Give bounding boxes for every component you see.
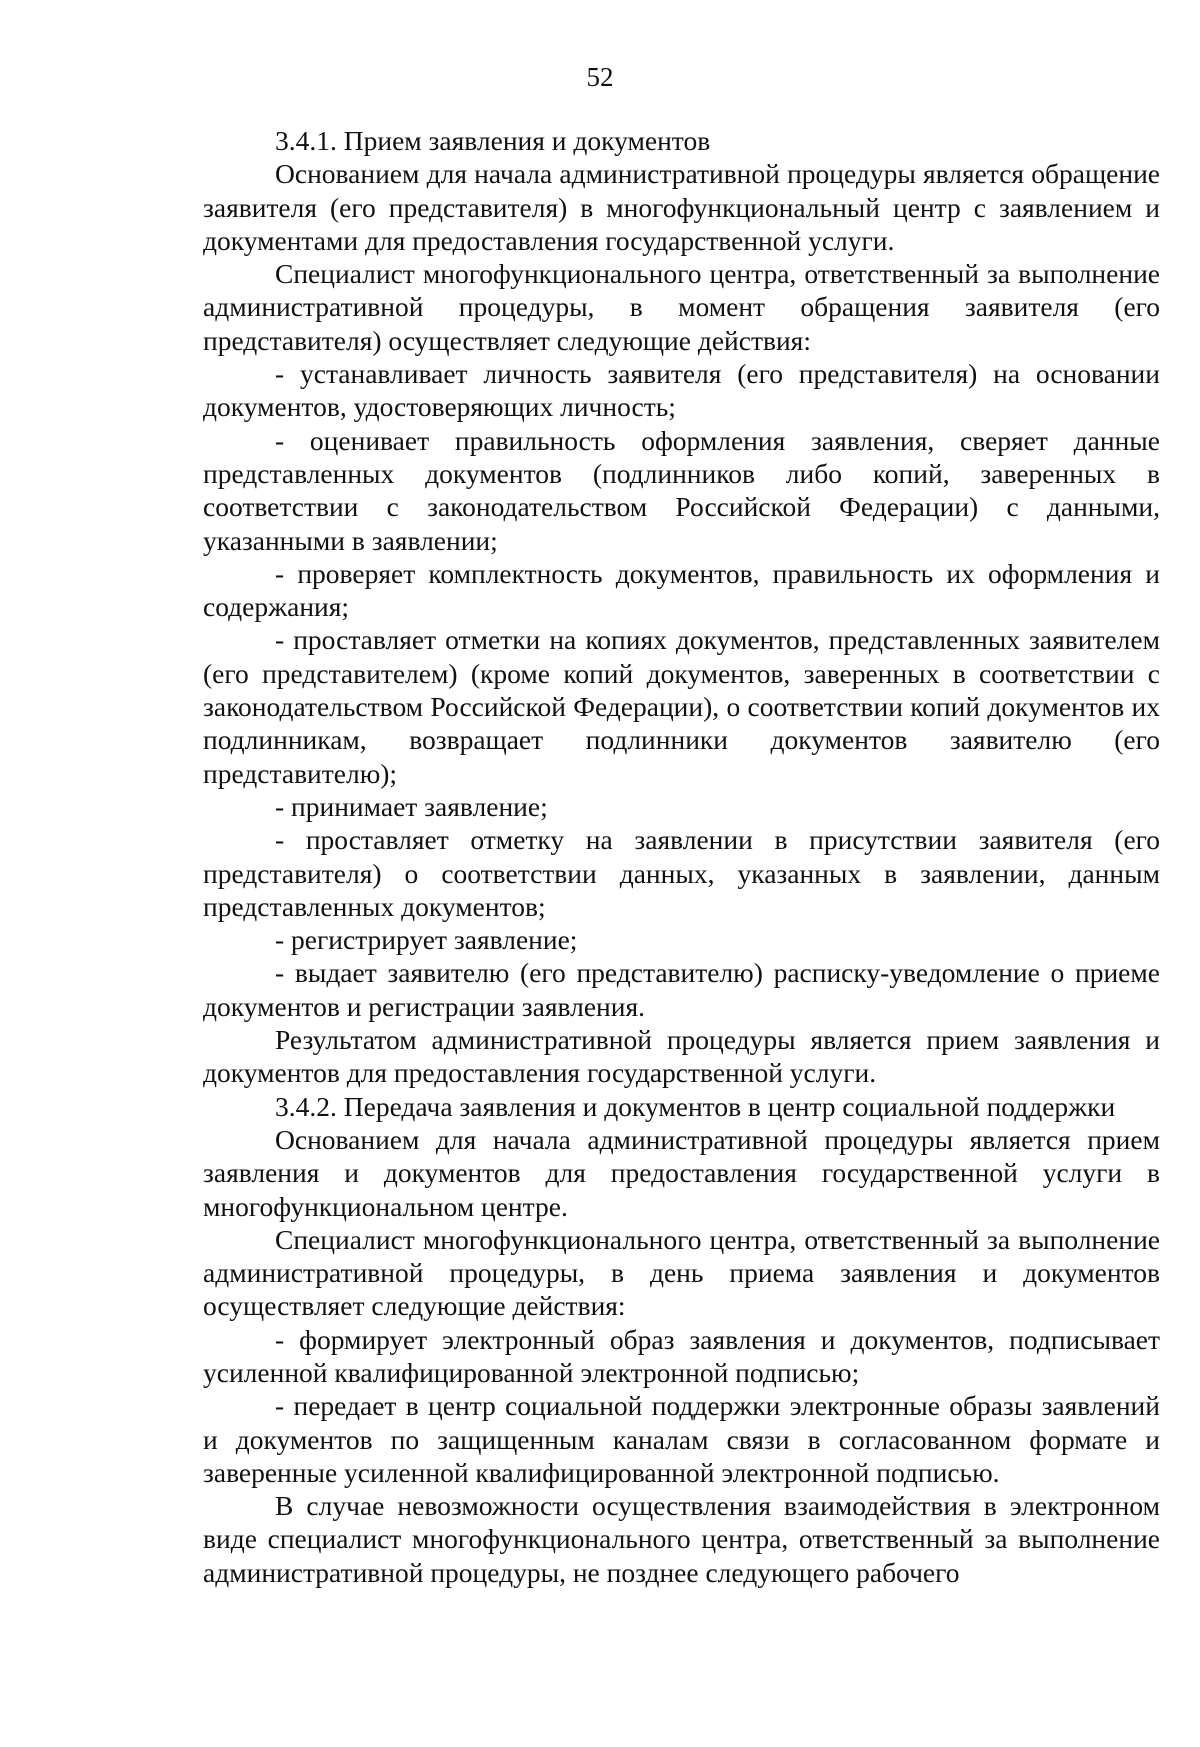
section-heading-3-4-2: 3.4.2. Передача заявления и документов в центр социальной поддержки: [275, 1090, 1116, 1122]
list-item: - проверяет комплектность документов, правильность их оформления и содержания;: [203, 557, 1160, 623]
list-item: - проставляет отметки на копиях документов, представленных заявителем (его представителем) (кроме копий документов, заверенных в соответствии с законодательством Российской Федерации), о соответствии копий документов их подлинникам, возвращает подлинники документов заявителю (его представителю);: [203, 624, 1160, 789]
list-item: - оценивает правильность оформления заявления, сверяет данные представленных документов (подлинников либо копий, заверенных в соответствии с законодательством Российской Федерации) с данными, указанными в заявлении;: [203, 424, 1160, 556]
list-item: - регистрирует заявление;: [275, 924, 578, 956]
paragraph: Результатом административной процедуры является прием заявления и документов для предоставления государственной услуги.: [203, 1024, 1160, 1089]
page-number: 52: [586, 62, 614, 92]
list-item: - формирует электронный образ заявления и документов, подписывает усиленной квалифицированной электронной подписью;: [203, 1323, 1160, 1388]
list-item: - устанавливает личность заявителя (его представителя) на основании документов, удостоверяющих личность;: [203, 358, 1160, 423]
list-item: - выдает заявителю (его представителю) расписку-уведомление о приеме документов и регистрации заявления.: [203, 957, 1160, 1022]
paragraph: В случае невозможности осуществления взаимодействия в электронном виде специалист многофункционального центра, ответственный за выполнение административной процедуры, не позднее следующего рабочего: [203, 1490, 1160, 1588]
paragraph: Специалист многофункционального центра, ответственный за выполнение административной процедуры, в день приема заявления и документов осуществляет следующие действия:: [203, 1223, 1160, 1322]
paragraph: Основанием для начала административной процедуры является обращение заявителя (его представителя) в многофункциональный центр с заявлением и документами для предоставления государственной услуги.: [203, 158, 1160, 256]
list-item: - принимает заявление;: [275, 790, 548, 822]
document-body: [203, 124, 1160, 1589]
paragraph: Специалист многофункционального центра, ответственный за выполнение административной процедуры, в момент обращения заявителя (его представителя) осуществляет следующие действия:: [203, 258, 1160, 356]
list-item: - передает в центр социальной поддержки электронные образы заявлений и документов по защищенным каналам связи в согласованном формате и заверенные усиленной квалифицированной электронной подписью.: [203, 1390, 1160, 1488]
list-item: - проставляет отметку на заявлении в присутствии заявителя (его представителя) о соответствии данных, указанных в заявлении, данным представленных документов;: [203, 824, 1160, 922]
paragraph: Основанием для начала административной процедуры является прием заявления и документов для предоставления государственной услуги в многофункциональном центре.: [203, 1123, 1160, 1222]
section-heading-3-4-1: 3.4.1. Прием заявления и документов: [275, 125, 711, 156]
